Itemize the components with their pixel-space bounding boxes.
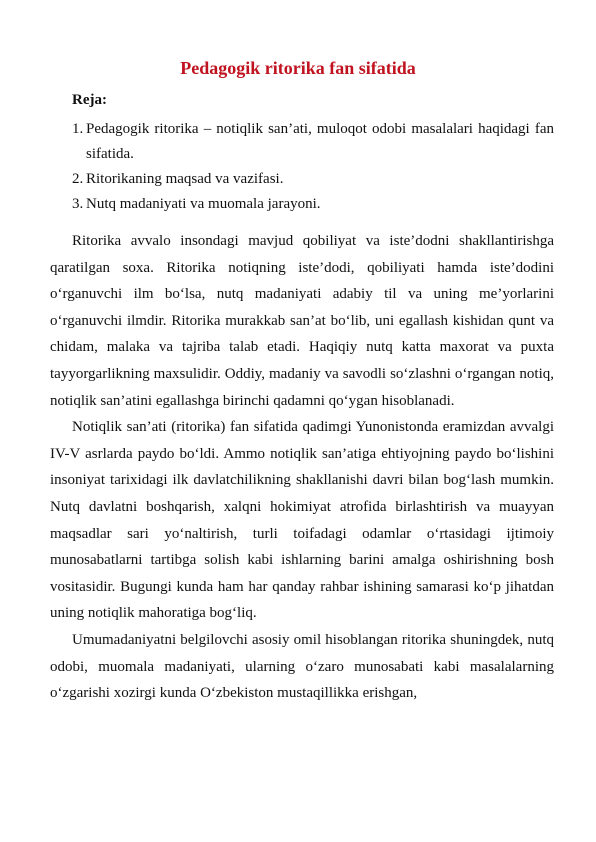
paragraph: Ritorika avvalo insondagi mavjud qobiliyat va iste’dodni shakllantirishga qaratilgan soxa. Ritorika notiqning iste’dodi, qobiliyati hamda iste’dodini o‘rganuvchi ilm bo‘lsa, nutq madaniyati adabiy til va uning me’yorlarini o‘rganuvchi ilmdir. Ritorika murakkab san’at bo‘lib, uni egallash kishidan qunt va chidam, malaka va tajriba talab etadi. Haqiqiy nutq katta maxorat va puxta tayyorgarlikning maxsulidir. Oddiy, madaniy va savodli so‘zlashni o‘rgangan notiq, notiqlik san’atini egallashga birinchi qadamni qo‘ygan hisoblanadi.: [50, 233, 554, 409]
plan-item-text: Nutq madaniyati va muomala jarayoni.: [86, 196, 321, 212]
plan-list: [72, 117, 554, 217]
plan-item-text: Ritorikaning maqsad va vazifasi.: [86, 171, 284, 187]
plan-item: [72, 192, 554, 217]
body-text: [50, 228, 554, 707]
page-title: Pedagogik ritorika fan sifatida: [180, 58, 416, 78]
plan-item-number: 3.: [72, 196, 84, 212]
paragraph: Notiqlik san’ati (ritorika) fan sifatida qadimgi Yunonistonda eramizdan avvalgi IV-V asrlarda paydo bo‘ldi. Ammo notiqlik san’atiga ehtiyojning paydo bo‘lishini insoniyat tarixidagi ilk davlatchilikning shakllanishi davri bilan bog‘lash mumkin. Nutq davlatni boshqarish, xalqni hokimiyat atrofida birlashtirish va muayyan maqsadlar sari yo‘naltirish, turli toifadagi odamlar o‘rtasidagi ijtimoiy munosabatlarni tartibga solish kabi ishlarning barini amalga oshirishning bosh vositasidir. Bugungi kunda ham har qanday rahbar ishining samarasi ko‘p jihatdan uning notiqlik mahoratiga bog‘liq.: [50, 419, 554, 622]
plan-label: Reja:: [72, 92, 107, 108]
paragraph: Umumadaniyatni belgilovchi asosiy omil hisoblangan ritorika shuningdek, nutq odobi, muomala madaniyati, ularning o‘zaro munosabati kabi masalalarning o‘zgarishi xozirgi kunda O‘zbekiston mustaqillikka erishgan,: [50, 631, 554, 702]
plan-item-text: Pedagogik ritorika – notiqlik san’ati, muloqot odobi masalalari haqidagi fan sifatida.: [86, 121, 554, 162]
plan-item: [72, 117, 554, 167]
plan-item-number: 2.: [72, 171, 84, 187]
plan-item-number: 1.: [72, 121, 84, 137]
plan-item: [72, 167, 554, 192]
